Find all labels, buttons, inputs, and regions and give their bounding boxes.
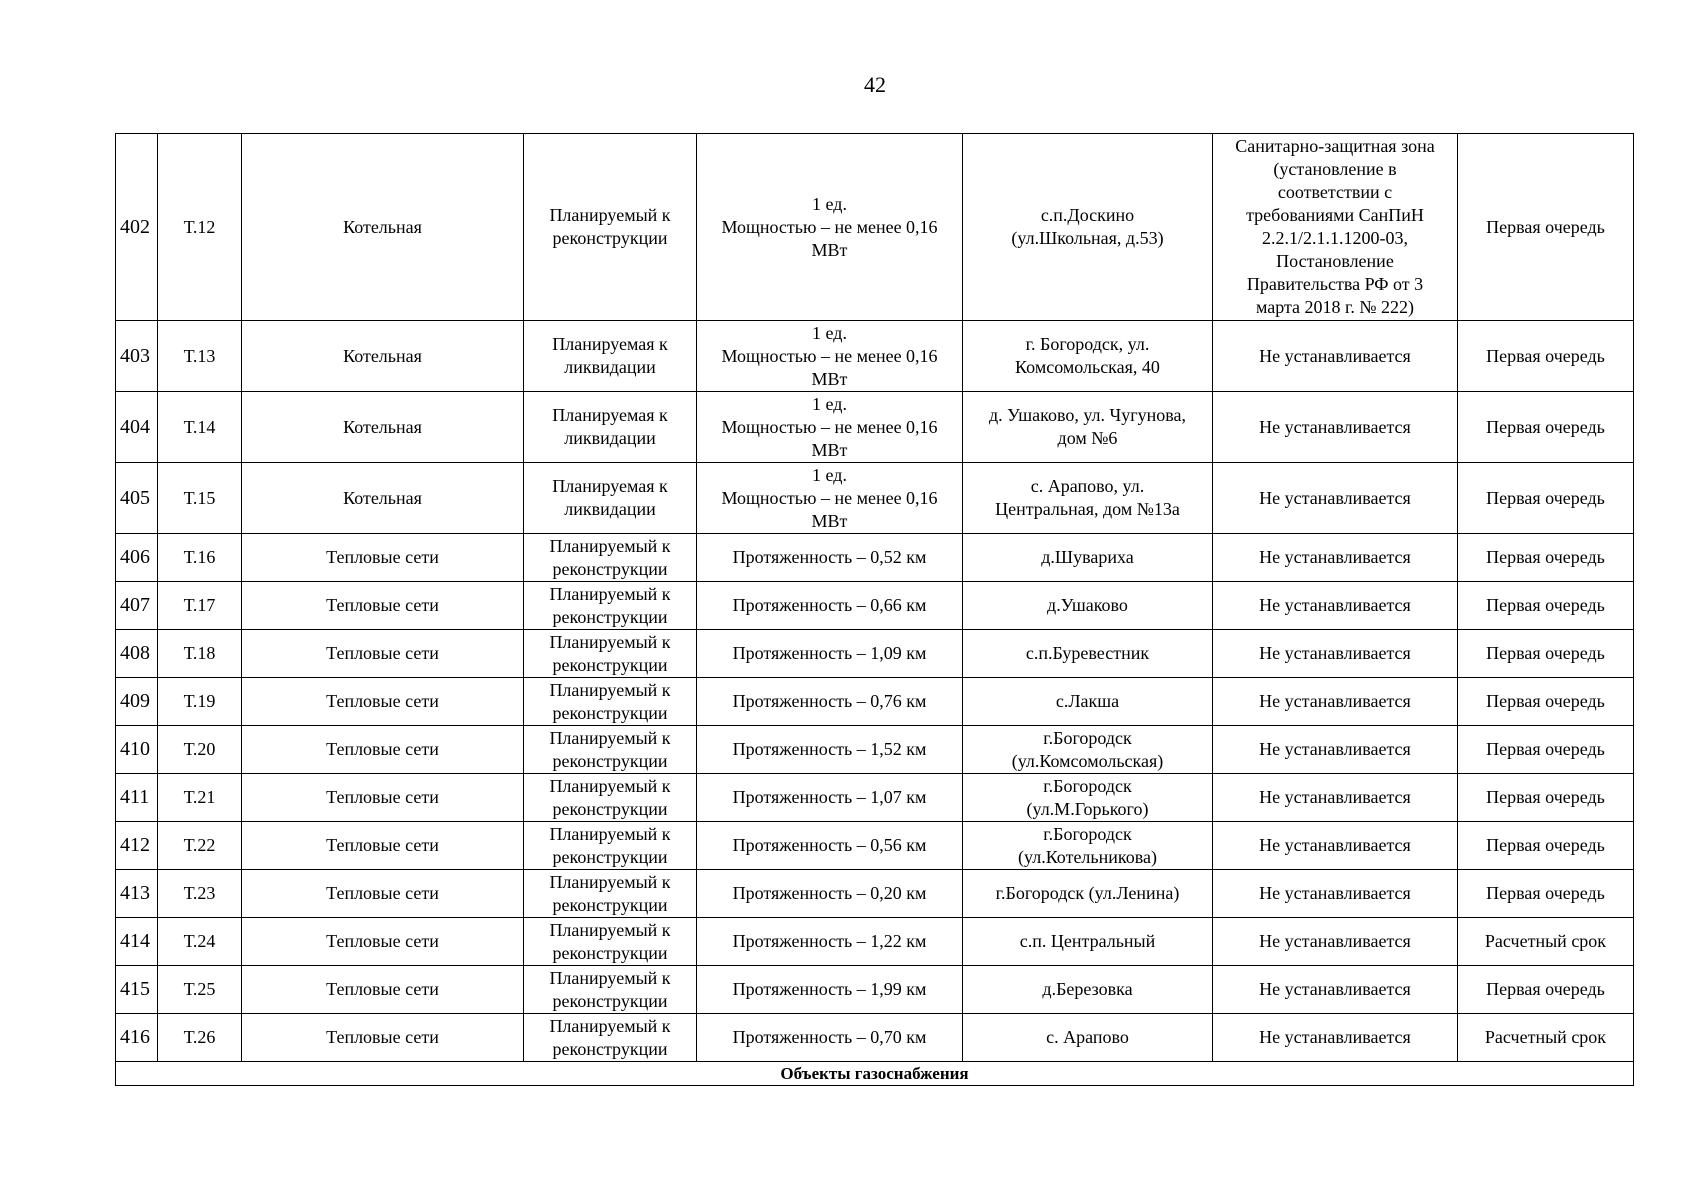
object-capacity bbox=[697, 870, 963, 918]
implementation-stage-text: Первая очередь bbox=[1486, 216, 1605, 237]
implementation-stage-text: Первая очередь bbox=[1486, 835, 1605, 855]
row-number-text: 403 bbox=[120, 344, 150, 367]
implementation-stage-text: Первая очередь bbox=[1486, 739, 1605, 759]
object-location bbox=[963, 678, 1213, 726]
object-capacity-text: Протяженность – 0,70 км bbox=[732, 1027, 927, 1047]
row-number bbox=[116, 321, 158, 392]
object-code bbox=[158, 822, 242, 870]
table-row bbox=[116, 726, 1634, 774]
implementation-stage bbox=[1458, 463, 1634, 534]
protection-zone-text: Не устанавливается bbox=[1259, 787, 1411, 807]
table-row bbox=[116, 463, 1634, 534]
object-capacity-text: 1 ед. Мощностью – не менее 0,16 МВт bbox=[721, 193, 938, 260]
object-code-text: Т.14 bbox=[183, 416, 216, 437]
row-number-text: 408 bbox=[120, 642, 150, 664]
object-capacity bbox=[697, 134, 963, 321]
implementation-stage-text: Первая очередь bbox=[1486, 691, 1605, 711]
object-status bbox=[524, 582, 697, 630]
object-name bbox=[242, 630, 524, 678]
object-code bbox=[158, 1014, 242, 1062]
object-code-text: Т.15 bbox=[183, 487, 216, 508]
implementation-stage bbox=[1458, 918, 1634, 966]
implementation-stage bbox=[1458, 678, 1634, 726]
row-number-text: 411 bbox=[120, 786, 150, 808]
row-number bbox=[116, 534, 158, 582]
implementation-stage-text: Расчетный срок bbox=[1484, 931, 1607, 951]
object-status bbox=[524, 870, 697, 918]
protection-zone bbox=[1213, 463, 1458, 534]
object-status bbox=[524, 1014, 697, 1062]
object-capacity-text: Протяженность – 1,99 км bbox=[732, 979, 927, 999]
object-location bbox=[963, 822, 1213, 870]
protection-zone bbox=[1213, 321, 1458, 392]
object-capacity bbox=[697, 678, 963, 726]
object-capacity bbox=[697, 630, 963, 678]
object-name bbox=[242, 678, 524, 726]
implementation-stage-text: Первая очередь bbox=[1486, 787, 1605, 807]
object-name bbox=[242, 463, 524, 534]
protection-zone bbox=[1213, 678, 1458, 726]
row-number-text: 407 bbox=[120, 594, 150, 616]
object-status-text: Планируемый к реконструкции bbox=[549, 679, 671, 723]
protection-zone bbox=[1213, 630, 1458, 678]
object-location-text: с. Арапово bbox=[1046, 1027, 1129, 1047]
object-code bbox=[158, 678, 242, 726]
object-code bbox=[158, 870, 242, 918]
table-body bbox=[116, 134, 1634, 1086]
object-status bbox=[524, 822, 697, 870]
row-number-text: 412 bbox=[120, 834, 150, 856]
implementation-stage bbox=[1458, 392, 1634, 463]
object-capacity bbox=[697, 534, 963, 582]
row-number-text: 410 bbox=[120, 738, 150, 760]
row-number-text: 406 bbox=[120, 546, 150, 568]
object-name-text: Тепловые сети bbox=[326, 835, 439, 855]
object-location-text: с.Лакша bbox=[1055, 691, 1120, 711]
object-code bbox=[158, 534, 242, 582]
page-number: 42 bbox=[864, 72, 886, 97]
object-status bbox=[524, 630, 697, 678]
object-code-text: Т.23 bbox=[183, 883, 216, 903]
table-row bbox=[116, 774, 1634, 822]
row-number bbox=[116, 822, 158, 870]
object-capacity bbox=[697, 1014, 963, 1062]
protection-zone-text: Не устанавливается bbox=[1259, 1027, 1411, 1047]
object-name-text: Тепловые сети bbox=[326, 595, 439, 615]
protection-zone bbox=[1213, 1014, 1458, 1062]
implementation-stage-text: Расчетный срок bbox=[1484, 1027, 1607, 1047]
object-name bbox=[242, 822, 524, 870]
implementation-stage bbox=[1458, 321, 1634, 392]
object-code bbox=[158, 134, 242, 321]
object-capacity-text: Протяженность – 0,56 км bbox=[732, 835, 927, 855]
object-location-text: г.Богородск (ул.Котельникова) bbox=[1018, 823, 1157, 867]
object-status-text: Планируемый к реконструкции bbox=[549, 967, 671, 1011]
row-number bbox=[116, 870, 158, 918]
object-code bbox=[158, 582, 242, 630]
protection-zone-text: Не устанавливается bbox=[1259, 835, 1411, 855]
object-status-text: Планируемый к реконструкции bbox=[549, 775, 671, 819]
object-status bbox=[524, 534, 697, 582]
object-name-text: Тепловые сети bbox=[326, 931, 439, 951]
object-name bbox=[242, 392, 524, 463]
object-location bbox=[963, 134, 1213, 321]
protection-zone-text: Не устанавливается bbox=[1259, 595, 1411, 615]
object-status-text: Планируемый к реконструкции bbox=[549, 205, 671, 248]
object-location-text: д.Шувариха bbox=[1041, 547, 1134, 567]
object-code-text: Т.22 bbox=[183, 835, 216, 855]
object-location-text: д.Ушаково bbox=[1047, 595, 1128, 615]
object-name-text: Котельная bbox=[343, 216, 422, 237]
implementation-stage-text: Первая очередь bbox=[1486, 979, 1605, 999]
row-number bbox=[116, 678, 158, 726]
object-capacity-text: Протяженность – 0,66 км bbox=[732, 595, 927, 615]
row-number bbox=[116, 582, 158, 630]
object-code bbox=[158, 630, 242, 678]
table-row bbox=[116, 1014, 1634, 1062]
row-number bbox=[116, 392, 158, 463]
object-code-text: Т.17 bbox=[183, 595, 216, 615]
object-name bbox=[242, 726, 524, 774]
implementation-stage-text: Первая очередь bbox=[1486, 487, 1605, 508]
implementation-stage bbox=[1458, 870, 1634, 918]
object-status bbox=[524, 321, 697, 392]
object-location bbox=[963, 321, 1213, 392]
object-status-text: Планируемый к реконструкции bbox=[549, 631, 671, 675]
object-location bbox=[963, 870, 1213, 918]
object-capacity-text: 1 ед. Мощностью – не менее 0,16 МВт bbox=[721, 322, 938, 389]
object-status-text: Планируемая к ликвидации bbox=[552, 405, 668, 448]
table-row bbox=[116, 918, 1634, 966]
protection-zone bbox=[1213, 774, 1458, 822]
object-status bbox=[524, 966, 697, 1014]
object-code-text: Т.18 bbox=[183, 643, 216, 663]
object-name bbox=[242, 774, 524, 822]
object-capacity bbox=[697, 582, 963, 630]
object-capacity bbox=[697, 774, 963, 822]
object-name bbox=[242, 1014, 524, 1062]
object-status-text: Планируемый к реконструкции bbox=[549, 535, 671, 579]
row-number bbox=[116, 1014, 158, 1062]
object-name-text: Тепловые сети bbox=[326, 1027, 439, 1047]
protection-zone bbox=[1213, 392, 1458, 463]
object-name-text: Тепловые сети bbox=[326, 787, 439, 807]
implementation-stage bbox=[1458, 822, 1634, 870]
object-code-text: Т.25 bbox=[183, 979, 216, 999]
protection-zone bbox=[1213, 822, 1458, 870]
object-name-text: Котельная bbox=[343, 416, 422, 437]
object-code-text: Т.24 bbox=[183, 931, 216, 951]
implementation-stage-text: Первая очередь bbox=[1486, 883, 1605, 903]
table-row bbox=[116, 966, 1634, 1014]
object-location bbox=[963, 918, 1213, 966]
object-code-text: Т.20 bbox=[183, 739, 216, 759]
table-row bbox=[116, 582, 1634, 630]
object-status-text: Планируемый к реконструкции bbox=[549, 727, 671, 771]
protection-zone-text: Не устанавливается bbox=[1259, 345, 1411, 366]
row-number-text: 402 bbox=[120, 215, 150, 238]
object-capacity-text: Протяженность – 0,52 км bbox=[732, 547, 927, 567]
object-status-text: Планируемый к реконструкции bbox=[549, 871, 671, 915]
object-name bbox=[242, 321, 524, 392]
row-number bbox=[116, 463, 158, 534]
implementation-stage-text: Первая очередь bbox=[1486, 416, 1605, 437]
protection-zone bbox=[1213, 726, 1458, 774]
row-number bbox=[116, 134, 158, 321]
object-code-text: Т.21 bbox=[183, 787, 216, 807]
object-status-text: Планируемый к реконструкции bbox=[549, 1015, 671, 1059]
table-row bbox=[116, 630, 1634, 678]
object-location-text: с. Арапово, ул. Центральная, дом №13а bbox=[995, 476, 1180, 519]
object-name-text: Котельная bbox=[343, 345, 422, 366]
object-status bbox=[524, 392, 697, 463]
object-location bbox=[963, 774, 1213, 822]
object-capacity-text: Протяженность – 0,76 км bbox=[732, 691, 927, 711]
object-name bbox=[242, 966, 524, 1014]
object-name bbox=[242, 534, 524, 582]
protection-zone-text: Не устанавливается bbox=[1259, 883, 1411, 903]
object-capacity bbox=[697, 918, 963, 966]
object-code bbox=[158, 774, 242, 822]
implementation-stage-text: Первая очередь bbox=[1486, 547, 1605, 567]
object-status-text: Планируемый к реконструкции bbox=[549, 823, 671, 867]
implementation-stage bbox=[1458, 966, 1634, 1014]
object-name bbox=[242, 582, 524, 630]
object-location-text: г. Богородск, ул. Комсомольская, 40 bbox=[1015, 334, 1160, 377]
protection-zone bbox=[1213, 966, 1458, 1014]
row-number-text: 415 bbox=[120, 978, 150, 1000]
section-heading: Объекты газоснабжения bbox=[116, 1062, 1634, 1086]
object-name-text: Тепловые сети bbox=[326, 691, 439, 711]
object-capacity bbox=[697, 726, 963, 774]
object-status-text: Планируемый к реконструкции bbox=[549, 919, 671, 963]
row-number-text: 416 bbox=[120, 1026, 150, 1048]
protection-zone-text: Не устанавливается bbox=[1259, 487, 1411, 508]
table-row bbox=[116, 822, 1634, 870]
object-name-text: Тепловые сети bbox=[326, 739, 439, 759]
object-capacity bbox=[697, 463, 963, 534]
section-row bbox=[116, 1062, 1634, 1086]
protection-zone-text: Не устанавливается bbox=[1259, 691, 1411, 711]
object-location-text: д.Березовка bbox=[1042, 979, 1133, 999]
object-status bbox=[524, 678, 697, 726]
row-number-text: 409 bbox=[120, 690, 150, 712]
row-number-text: 405 bbox=[120, 486, 150, 509]
object-code-text: Т.19 bbox=[183, 691, 216, 711]
protection-zone bbox=[1213, 534, 1458, 582]
objects-table bbox=[115, 133, 1634, 1086]
object-status-text: Планируемый к реконструкции bbox=[549, 583, 671, 627]
row-number bbox=[116, 726, 158, 774]
implementation-stage bbox=[1458, 1014, 1634, 1062]
protection-zone bbox=[1213, 918, 1458, 966]
object-location-text: г.Богородск (ул.М.Горького) bbox=[1026, 775, 1149, 819]
row-number-text: 413 bbox=[120, 882, 150, 904]
implementation-stage bbox=[1458, 630, 1634, 678]
protection-zone-text: Не устанавливается bbox=[1259, 931, 1411, 951]
implementation-stage bbox=[1458, 534, 1634, 582]
object-code bbox=[158, 463, 242, 534]
object-capacity bbox=[697, 392, 963, 463]
object-capacity-text: 1 ед. Мощностью – не менее 0,16 МВт bbox=[721, 393, 938, 460]
table-row bbox=[116, 678, 1634, 726]
object-capacity-text: Протяженность – 1,07 км bbox=[732, 787, 927, 807]
implementation-stage-text: Первая очередь bbox=[1486, 595, 1605, 615]
object-code bbox=[158, 321, 242, 392]
object-capacity bbox=[697, 321, 963, 392]
object-code bbox=[158, 392, 242, 463]
row-number bbox=[116, 966, 158, 1014]
row-number bbox=[116, 774, 158, 822]
object-location bbox=[963, 966, 1213, 1014]
object-name-text: Тепловые сети bbox=[326, 643, 439, 663]
object-code-text: Т.26 bbox=[183, 1027, 216, 1047]
object-code bbox=[158, 918, 242, 966]
object-status-text: Планируемая к ликвидации bbox=[552, 476, 668, 519]
object-location bbox=[963, 582, 1213, 630]
object-capacity-text: Протяженность – 1,22 км bbox=[732, 931, 927, 951]
protection-zone bbox=[1213, 582, 1458, 630]
object-status bbox=[524, 134, 697, 321]
object-status bbox=[524, 463, 697, 534]
table-row bbox=[116, 392, 1634, 463]
object-code-text: Т.13 bbox=[183, 345, 216, 366]
object-code-text: Т.12 bbox=[183, 216, 216, 237]
object-location bbox=[963, 630, 1213, 678]
object-location bbox=[963, 534, 1213, 582]
table-row bbox=[116, 534, 1634, 582]
table-row bbox=[116, 321, 1634, 392]
protection-zone-text: Не устанавливается bbox=[1259, 979, 1411, 999]
object-location-text: д. Ушаково, ул. Чугунова, дом №6 bbox=[988, 405, 1187, 448]
protection-zone-text: Санитарно-защитная зона (установление в соответствии с требованиями СанПиН 2.2.1/2.1.1.1200-03, Постановление Правительства РФ от 3 марта 2018 г. № 222) bbox=[1235, 136, 1435, 317]
protection-zone bbox=[1213, 134, 1458, 321]
object-location-text: с.п.Буревестник bbox=[1025, 643, 1150, 663]
implementation-stage-text: Первая очередь bbox=[1486, 643, 1605, 663]
object-name-text: Котельная bbox=[343, 487, 422, 508]
object-capacity bbox=[697, 822, 963, 870]
object-status-text: Планируемая к ликвидации bbox=[552, 334, 668, 377]
row-number bbox=[116, 630, 158, 678]
object-code-text: Т.16 bbox=[183, 547, 216, 567]
protection-zone-text: Не устанавливается bbox=[1259, 739, 1411, 759]
object-location bbox=[963, 1014, 1213, 1062]
object-name-text: Тепловые сети bbox=[326, 979, 439, 999]
object-name-text: Тепловые сети bbox=[326, 883, 439, 903]
object-capacity-text: 1 ед. Мощностью – не менее 0,16 МВт bbox=[721, 464, 938, 531]
object-location-text: с.п.Доскино (ул.Школьная, д.53) bbox=[1011, 205, 1164, 248]
object-status bbox=[524, 918, 697, 966]
object-name bbox=[242, 870, 524, 918]
table-row bbox=[116, 870, 1634, 918]
protection-zone-text: Не устанавливается bbox=[1259, 547, 1411, 567]
object-name bbox=[242, 134, 524, 321]
object-capacity-text: Протяженность – 0,20 км bbox=[732, 883, 927, 903]
object-status bbox=[524, 774, 697, 822]
row-number-text: 404 bbox=[120, 415, 150, 438]
object-location-text: г.Богородск (ул.Ленина) bbox=[995, 883, 1180, 903]
object-name-text: Тепловые сети bbox=[326, 547, 439, 567]
protection-zone-text: Не устанавливается bbox=[1259, 416, 1411, 437]
object-code bbox=[158, 966, 242, 1014]
object-code bbox=[158, 726, 242, 774]
object-location bbox=[963, 463, 1213, 534]
implementation-stage bbox=[1458, 726, 1634, 774]
object-capacity bbox=[697, 966, 963, 1014]
implementation-stage bbox=[1458, 582, 1634, 630]
row-number-text: 414 bbox=[120, 930, 150, 952]
object-capacity-text: Протяженность – 1,52 км bbox=[732, 739, 927, 759]
implementation-stage bbox=[1458, 134, 1634, 321]
implementation-stage bbox=[1458, 774, 1634, 822]
implementation-stage-text: Первая очередь bbox=[1486, 345, 1605, 366]
object-capacity-text: Протяженность – 1,09 км bbox=[732, 643, 927, 663]
object-location bbox=[963, 392, 1213, 463]
protection-zone-text: Не устанавливается bbox=[1259, 643, 1411, 663]
object-status bbox=[524, 726, 697, 774]
object-location bbox=[963, 726, 1213, 774]
row-number bbox=[116, 918, 158, 966]
protection-zone bbox=[1213, 870, 1458, 918]
object-name bbox=[242, 918, 524, 966]
table-row bbox=[116, 134, 1634, 321]
object-location-text: с.п. Центральный bbox=[1019, 931, 1156, 951]
object-location-text: г.Богородск (ул.Комсомольская) bbox=[1011, 727, 1164, 771]
